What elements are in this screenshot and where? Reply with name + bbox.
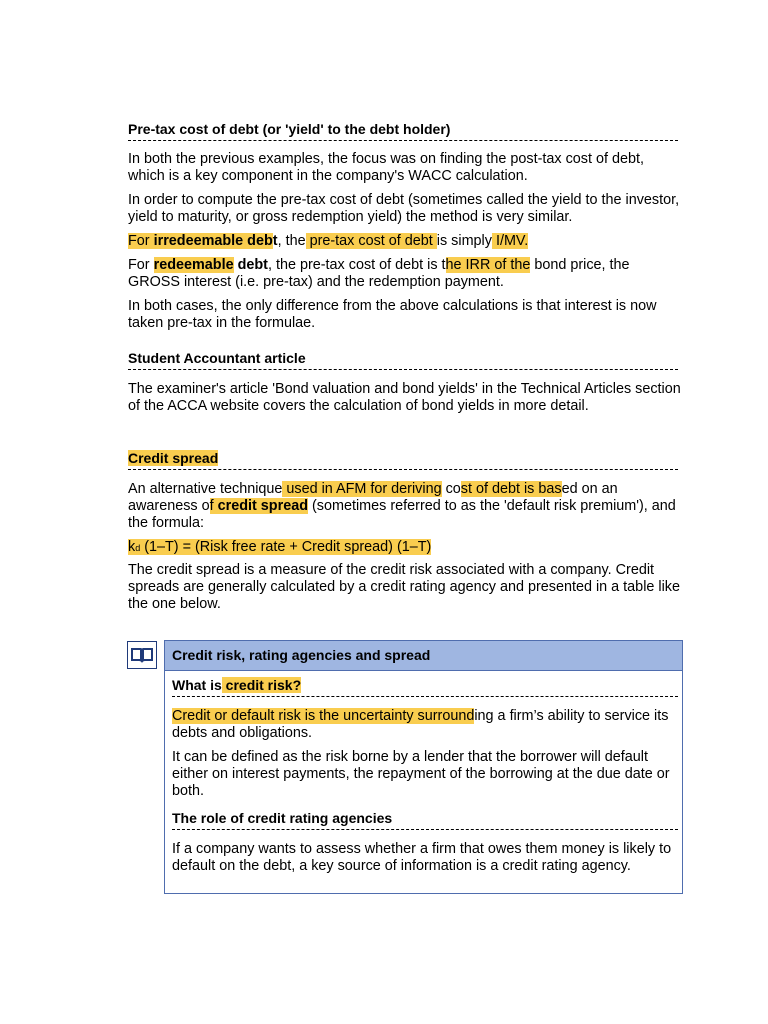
paragraph-credit-spread (128, 481, 683, 532)
highlighted-text: I/MV. (491, 233, 529, 249)
highlighted-bold-text: redeemable (153, 257, 234, 273)
highlighted-text: Credit or default risk is the uncertainty surround (172, 708, 475, 724)
highlighted-text: For (128, 233, 154, 249)
section-heading-pretax: Pre-tax cost of debt (or 'yield' to the debt holder) (128, 121, 678, 141)
text: co (441, 481, 461, 497)
highlighted-text: f (209, 498, 218, 514)
formula-k: k (128, 539, 136, 555)
formula-highlight (128, 539, 431, 555)
bold-text: debt (233, 257, 268, 273)
highlighted-text: he IRR of the (445, 257, 531, 273)
text: ed on an awareness o (128, 481, 618, 514)
text: (sometimes referred to as the 'default risk premium'), and the formula: (128, 498, 676, 531)
paragraph-redeemable (128, 257, 683, 291)
text: bond price, the GROSS interest (i.e. pre-tax) and the redemption payment. (128, 257, 630, 290)
text: An alternative technique (128, 481, 283, 497)
bold-text: t (272, 233, 278, 249)
box-heading-rating-agencies: The role of credit rating agencies (172, 810, 678, 830)
highlighted-bold-text: irredeemable deb (153, 233, 273, 249)
info-box (164, 640, 683, 894)
paragraph-irredeemable (128, 233, 683, 250)
highlighted-text: pre-tax cost of debt (305, 233, 437, 249)
info-box-title: Credit risk, rating agencies and spread (165, 641, 682, 671)
section-heading-credit-spread (128, 450, 678, 470)
text: , the pre-tax cost of debt is t (267, 257, 446, 273)
paragraph (172, 708, 678, 742)
paragraph: In both the previous examples, the focus was on finding the post-tax cost of debt, which is a key component in the company's WACC calculation. (128, 151, 644, 184)
formula-subscript: d (135, 543, 141, 553)
text: What is (172, 677, 222, 693)
text: , the (277, 233, 306, 249)
highlighted-heading-text: Credit spread (128, 450, 219, 466)
text: ing a firm’s ability to service its debts and obligations. (172, 708, 669, 741)
text: is simply (436, 233, 492, 249)
text: For (128, 257, 154, 273)
formula (128, 539, 683, 557)
box-heading-credit-risk (172, 677, 678, 697)
paragraph: In both cases, the only difference from the above calculations is that interest is now taken pre-tax in the formulae. (128, 298, 657, 331)
book-icon (127, 641, 157, 669)
paragraph: The credit spread is a measure of the credit risk associated with a company. Credit spreads are generally calculated by a credit rating agency and presented in a table like the one below. (128, 562, 680, 612)
paragraph: The examiner's article 'Bond valuation and bond yields' in the Technical Articles section of the ACCA website covers the calculation of bond yields in more detail. (128, 381, 681, 414)
highlighted-text: used in AFM for deriving (282, 481, 442, 497)
paragraph: It can be defined as the risk borne by a lender that the borrower will default either on interest payments, the repayment of the borrowing at the due date or both. (172, 749, 670, 799)
paragraph: In order to compute the pre-tax cost of debt (sometimes called the yield to the investor, yield to maturity, or gross redemption yield) the method is very similar. (128, 192, 680, 225)
highlighted-text: credit risk? (221, 677, 302, 693)
formula-rest: (1–T) = (Risk free rate + Credit spread) (1–T) (140, 539, 432, 555)
paragraph: If a company wants to assess whether a firm that owes them money is likely to default on the debt, a key source of information is a credit rating agency. (172, 841, 672, 874)
highlighted-bold-text: credit spread (217, 498, 308, 514)
section-heading-article: Student Accountant article (128, 350, 678, 370)
highlighted-text: st of debt is bas (460, 481, 562, 497)
